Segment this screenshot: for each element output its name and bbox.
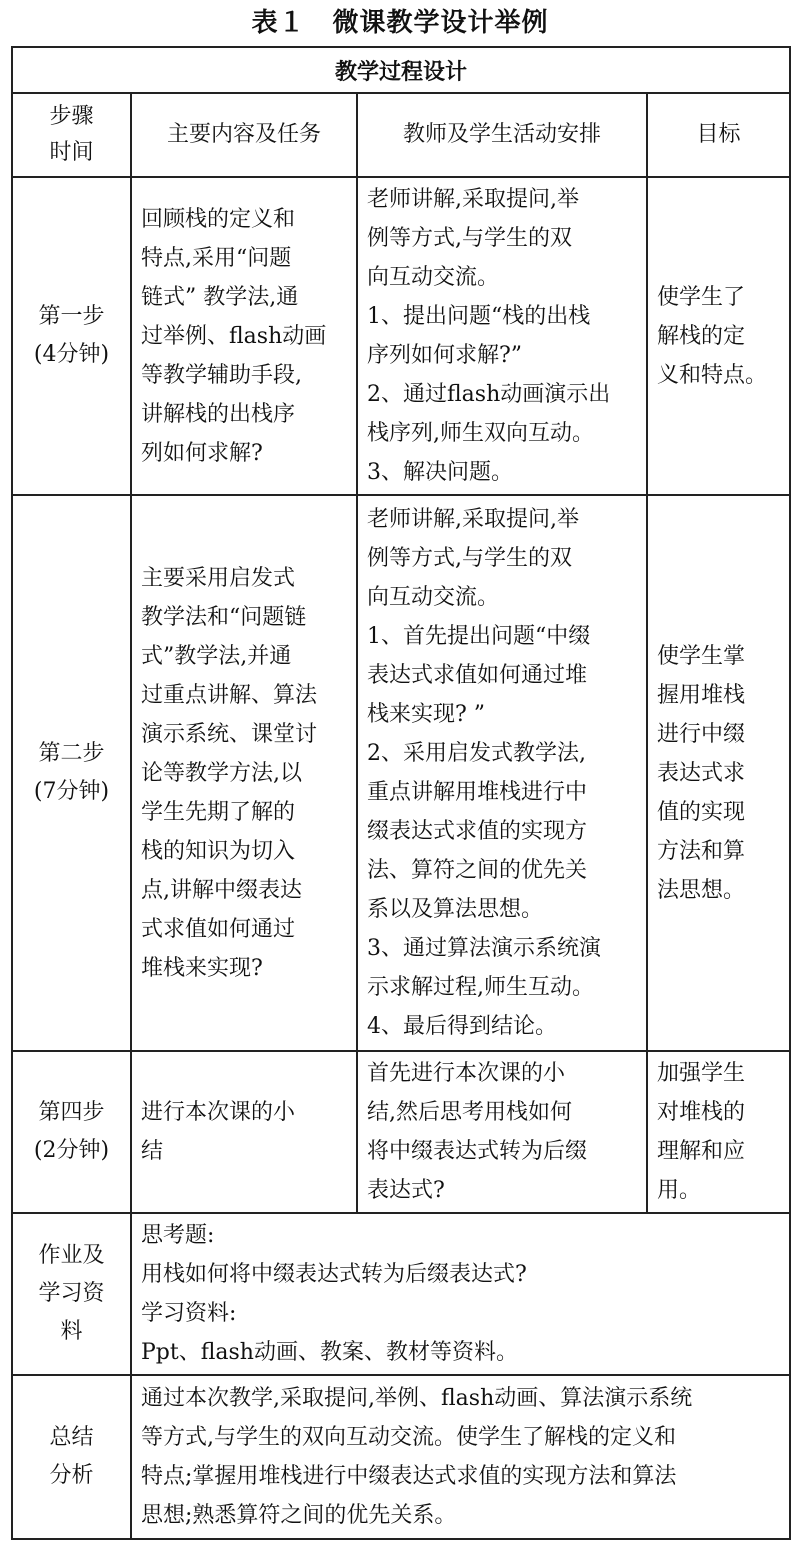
step-label: 第四步 bbox=[38, 1100, 105, 1125]
text-line: 用栈如何将中缀表达式转为后缀表达式? bbox=[141, 1262, 527, 1287]
text-line: 例等方式,与学生的双 bbox=[367, 546, 572, 571]
table-title: 教学过程设计 bbox=[12, 47, 790, 93]
homework-content-cell bbox=[131, 1213, 790, 1375]
text-line: 法思想。 bbox=[657, 877, 746, 903]
text-line: 使学生了 bbox=[657, 284, 746, 310]
text-line: 例等方式,与学生的双 bbox=[367, 226, 572, 251]
text-line: 1、提出问题“栈的出栈 bbox=[367, 304, 591, 329]
table-row bbox=[12, 495, 790, 1051]
text-line: 栈的知识为切入 bbox=[141, 838, 296, 864]
text-line: 序列如何求解?” bbox=[367, 343, 523, 368]
step-duration: (2分钟) bbox=[33, 1138, 110, 1163]
text-line: 向互动交流。 bbox=[367, 265, 500, 290]
content-cell bbox=[131, 495, 357, 1051]
text-line: 表达式求 bbox=[657, 760, 746, 786]
text-line: 示求解过程,师生互动。 bbox=[367, 975, 594, 1000]
text-line: 点,讲解中缀表达 bbox=[141, 877, 302, 903]
header-step-time bbox=[12, 93, 131, 177]
text-line: 表达式? bbox=[367, 1178, 445, 1203]
text-line: 用。 bbox=[657, 1178, 702, 1203]
text-line: 思考题: bbox=[141, 1223, 215, 1248]
text-line: 结,然后思考用栈如何 bbox=[367, 1100, 572, 1125]
text-line: 解栈的定 bbox=[657, 323, 746, 349]
text-line: 列如何求解? bbox=[141, 440, 263, 466]
header-content: 主要内容及任务 bbox=[131, 93, 357, 177]
step-duration: (4分钟) bbox=[33, 342, 110, 367]
text-line: 2、通过flash动画演示出 bbox=[367, 382, 611, 407]
text-line: 3、解决问题。 bbox=[367, 460, 513, 485]
text-line: 思想;熟悉算符之间的优先关系。 bbox=[141, 1503, 457, 1528]
text-line: 演示系统、课堂讨 bbox=[141, 721, 318, 747]
activities-cell bbox=[357, 1051, 647, 1213]
text-line: 首先进行本次课的小 bbox=[367, 1061, 566, 1086]
text-line: 重点讲解用堆栈进行中 bbox=[367, 780, 588, 805]
table-caption: 表１ 微课教学设计举例 bbox=[251, 8, 549, 38]
text-line: 栈来实现? ” bbox=[367, 702, 486, 727]
text-line: 将中缀表达式转为后缀 bbox=[367, 1139, 588, 1164]
text-line: 回顾栈的定义和 bbox=[141, 206, 296, 232]
text-line: 论等教学方法,以 bbox=[141, 760, 302, 786]
step-cell bbox=[12, 1051, 131, 1213]
homework-row bbox=[12, 1213, 790, 1375]
homework-label-line: 料 bbox=[60, 1319, 83, 1344]
text-line: 老师讲解,采取提问,举 bbox=[367, 507, 579, 532]
text-line: Ppt、flash动画、教案、教材等资料。 bbox=[141, 1340, 518, 1365]
text-line: 主要采用启发式 bbox=[141, 565, 296, 591]
homework-label-cell bbox=[12, 1213, 131, 1375]
text-line: 进行中缀 bbox=[657, 721, 746, 747]
text-line: 2、采用启发式教学法, bbox=[367, 741, 586, 766]
text-line: 式求值如何通过 bbox=[141, 916, 296, 942]
step-duration: (7分钟) bbox=[33, 779, 110, 804]
text-line: 4、最后得到结论。 bbox=[367, 1014, 557, 1039]
summary-label-line: 分析 bbox=[49, 1463, 94, 1488]
lesson-design-table bbox=[11, 46, 791, 1540]
activities-cell bbox=[357, 177, 647, 495]
text-line: 老师讲解,采取提问,举 bbox=[367, 187, 579, 212]
text-line: 通过本次教学,采取提问,举例、flash动画、算法演示系统 bbox=[141, 1386, 693, 1411]
homework-label-line: 作业及 bbox=[38, 1243, 105, 1268]
text-line: 缀表达式求值的实现方 bbox=[367, 819, 588, 844]
header-step-line-2: 时间 bbox=[49, 140, 94, 165]
text-line: 结 bbox=[141, 1139, 164, 1164]
text-line: 过重点讲解、算法 bbox=[141, 682, 318, 708]
text-line: 堆栈来实现? bbox=[141, 955, 263, 981]
text-line: 等方式,与学生的双向互动交流。使学生了解栈的定义和 bbox=[141, 1425, 676, 1450]
text-line: 学生先期了解的 bbox=[141, 799, 296, 825]
text-line: 学习资料: bbox=[141, 1301, 237, 1326]
text-line: 加强学生 bbox=[657, 1061, 746, 1086]
table-title-row bbox=[12, 47, 790, 93]
step-label: 第二步 bbox=[38, 741, 105, 766]
text-line: 向互动交流。 bbox=[367, 585, 500, 610]
text-line: 进行本次课的小 bbox=[141, 1100, 296, 1125]
text-line: 等教学辅助手段, bbox=[141, 362, 302, 388]
table-row bbox=[12, 1051, 790, 1213]
text-line: 1、首先提出问题“中缀 bbox=[367, 624, 591, 649]
goal-cell bbox=[647, 1051, 790, 1213]
text-line: 式”教学法,并通 bbox=[141, 643, 292, 669]
summary-content-cell bbox=[131, 1375, 790, 1539]
step-cell bbox=[12, 495, 131, 1051]
goal-cell bbox=[647, 495, 790, 1051]
text-line: 表达式求值如何通过堆 bbox=[367, 663, 588, 688]
text-line: 方法和算 bbox=[657, 838, 746, 864]
text-line: 过举例、flash动画 bbox=[141, 323, 327, 349]
text-line: 握用堆栈 bbox=[657, 682, 746, 708]
step-cell bbox=[12, 177, 131, 495]
goal-cell bbox=[647, 177, 790, 495]
text-line: 义和特点。 bbox=[657, 362, 768, 388]
header-activities: 教师及学生活动安排 bbox=[357, 93, 647, 177]
summary-label-cell bbox=[12, 1375, 131, 1539]
summary-label-line: 总结 bbox=[49, 1425, 94, 1450]
content-cell bbox=[131, 177, 357, 495]
text-line: 理解和应 bbox=[657, 1139, 746, 1164]
text-line: 系以及算法思想。 bbox=[367, 897, 544, 922]
header-step-line-1: 步骤 bbox=[49, 104, 94, 129]
text-line: 链式” 教学法,通 bbox=[141, 284, 299, 310]
homework-label-line: 学习资 bbox=[38, 1281, 105, 1306]
text-line: 特点;掌握用堆栈进行中缀表达式求值的实现方法和算法 bbox=[141, 1464, 677, 1489]
column-header-row bbox=[12, 93, 790, 177]
text-line: 讲解栈的出栈序 bbox=[141, 401, 296, 427]
text-line: 对堆栈的 bbox=[657, 1100, 746, 1125]
text-line: 教学法和“问题链 bbox=[141, 604, 307, 630]
activities-cell bbox=[357, 495, 647, 1051]
content-cell bbox=[131, 1051, 357, 1213]
table-row bbox=[12, 177, 790, 495]
header-goal: 目标 bbox=[647, 93, 790, 177]
text-line: 3、通过算法演示系统演 bbox=[367, 936, 601, 961]
text-line: 法、算符之间的优先关 bbox=[367, 858, 588, 883]
summary-row bbox=[12, 1375, 790, 1539]
step-label: 第一步 bbox=[38, 304, 105, 329]
text-line: 特点,采用“问题 bbox=[141, 245, 292, 271]
text-line: 使学生掌 bbox=[657, 643, 746, 669]
text-line: 栈序列,师生双向互动。 bbox=[367, 421, 594, 446]
text-line: 值的实现 bbox=[657, 799, 746, 825]
